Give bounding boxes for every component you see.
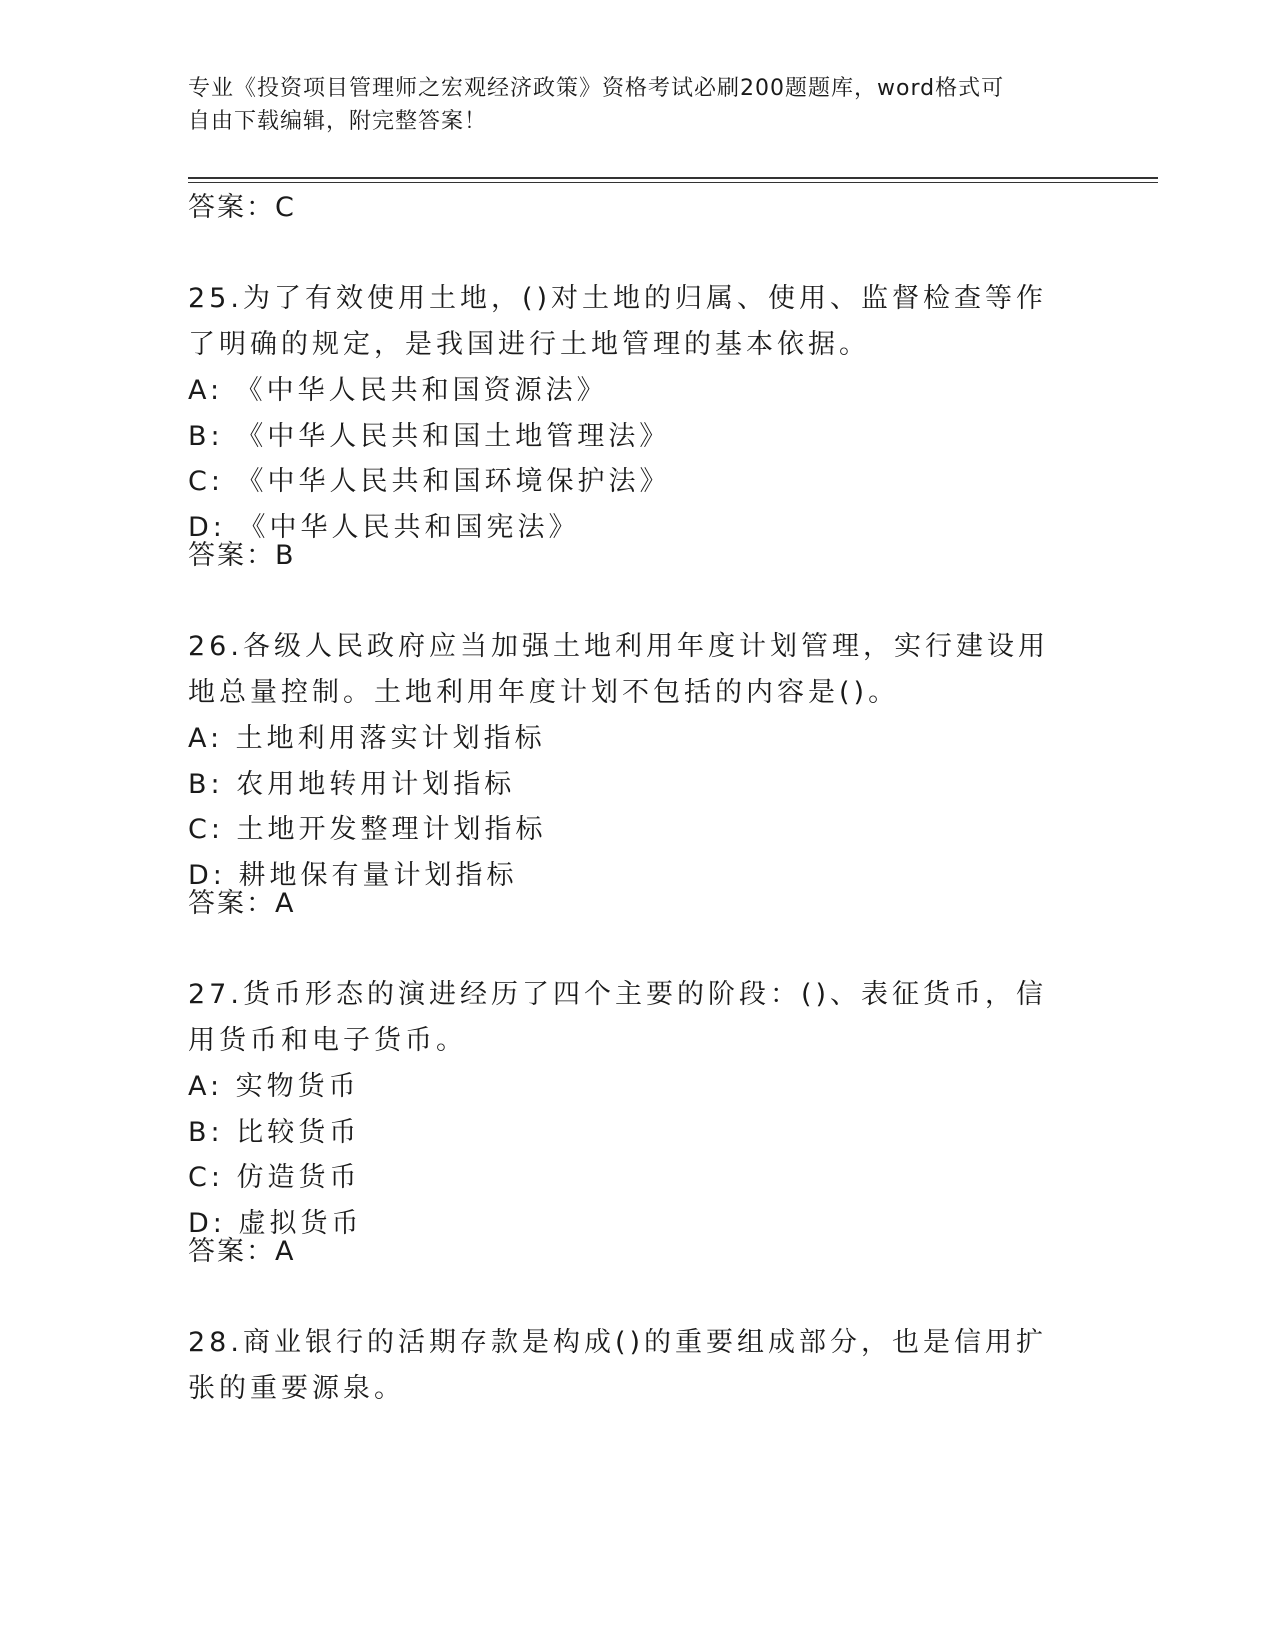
answer-25: 答案：B [188,540,296,571]
option-c: C: 仿造货币 [188,1162,361,1193]
header-title-line-1: 专业《投资项目管理师之宏观经济政策》资格考试必刷200题题库，word格式可 [188,76,1005,101]
question-text: 26.各级人民政府应当加强土地利用年度计划管理，实行建设用地总量控制。土地利用年度计划不包括的内容是()。 [188,631,1049,708]
header-divider [188,177,1158,183]
question-26 [188,624,1068,898]
question-25 [188,276,1068,550]
question-text: 25.为了有效使用土地，()对土地的归属、使用、监督检查等作了明确的规定，是我国进行土地管理的基本依据。 [188,283,1048,360]
answer-27: 答案：A [188,1236,296,1267]
option-d: D: 《中华人民共和国宪法》 [188,511,580,543]
answer-26: 答案：A [188,888,296,919]
option-a: A: 土地利用落实计划指标 [188,723,546,754]
document-header [188,72,1068,138]
question-28 [188,1320,1068,1412]
option-a: A: 《中华人民共和国资源法》 [188,375,608,406]
header-title-line-2: 自由下载编辑，附完整答案！ [188,109,488,134]
previous-answer: 答案：C [188,192,296,223]
option-b: B: 《中华人民共和国土地管理法》 [188,420,671,452]
option-b: B: 比较货币 [188,1116,361,1148]
option-b: B: 农用地转用计划指标 [188,768,516,800]
question-text: 28.商业银行的活期存款是构成()的重要组成部分，也是信用扩张的重要源泉。 [188,1327,1048,1404]
option-d: D: 虚拟货币 [188,1207,363,1239]
question-27 [188,972,1068,1246]
option-c: C: 土地开发整理计划指标 [188,814,547,845]
option-d: D: 耕地保有量计划指标 [188,859,518,891]
question-text: 27.货币形态的演进经历了四个主要的阶段：()、表征货币，信用货币和电子货币。 [188,979,1048,1056]
option-a: A: 实物货币 [188,1071,360,1102]
option-c: C: 《中华人民共和国环境保护法》 [188,466,671,497]
